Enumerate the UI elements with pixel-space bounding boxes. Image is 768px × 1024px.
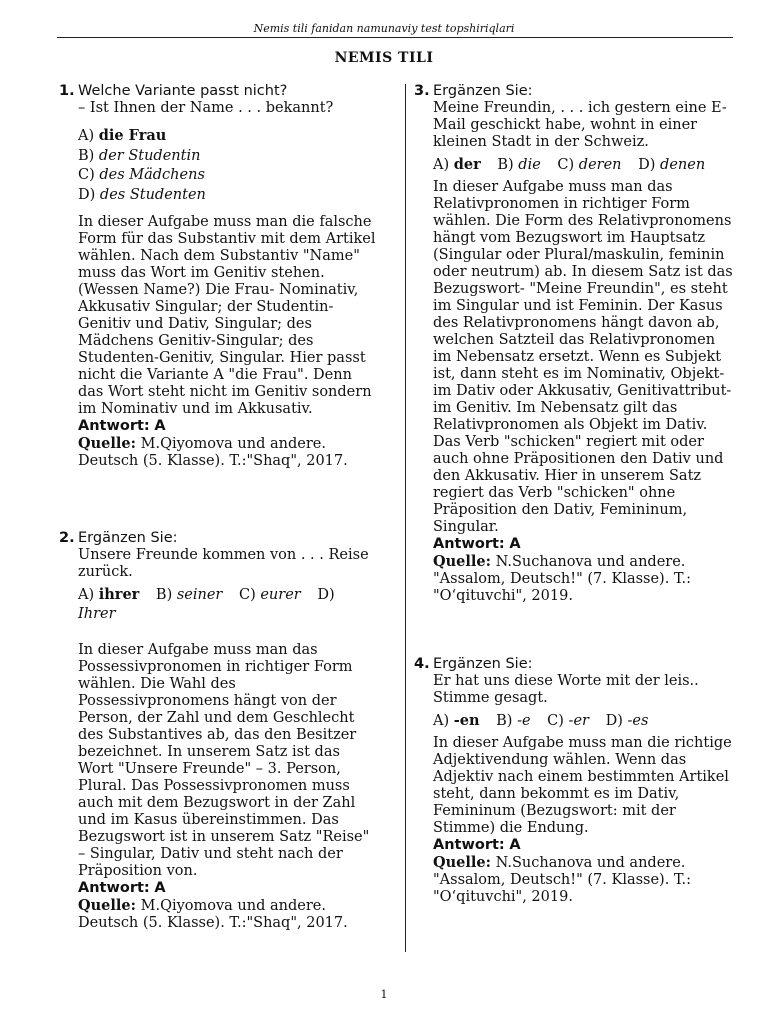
option-text: die Frau <box>98 127 167 144</box>
source-label: Quelle: <box>433 553 491 570</box>
option-b <box>496 713 530 729</box>
question-2 <box>59 530 378 932</box>
source-label: Quelle: <box>78 435 136 452</box>
answer-value: A <box>154 418 166 434</box>
question-prompt: Meine Freundin, . . . ich gestern eine E-Mail geschickt habe, wohnt in einer kleinen Stadt in der Schweiz. <box>433 100 727 150</box>
option-letter: B) <box>496 713 513 729</box>
answer-value: A <box>509 837 521 853</box>
option-letter: B) <box>155 587 173 603</box>
option-a <box>78 587 139 603</box>
question-number: 4. <box>414 656 430 672</box>
option-text: -es <box>627 713 649 729</box>
option-b <box>497 157 540 173</box>
option-text: der <box>453 156 481 173</box>
option-text: der Studentin <box>98 147 201 164</box>
explanation: In dieser Aufgabe muss man die falsche Form für das Substantiv mit dem Artikel wählen. Nach dem Substantiv "Name" muss das Wort im Genitiv stehen. (Wessen Name?) Die Frau- Nominativ, Akkusativ Singular; der Studentin-Genitiv und Dativ, Singular; des Mädchens Genitiv-Singular; des Studenten-Genitiv, Singular. Hier passt nicht die Variante A "die Frau". Denn das Wort steht nicht im Genitiv sondern im Nominativ und im Akkusativ. <box>78 214 376 417</box>
question-number: 2. <box>59 530 75 546</box>
option-c <box>547 713 589 729</box>
header-rule <box>57 37 733 38</box>
question-prompt: – Ist Ihnen der Name . . . bekannt? <box>78 100 334 116</box>
source-label: Quelle: <box>433 854 491 871</box>
source-line <box>433 553 733 605</box>
option-a <box>433 157 481 173</box>
answer-options <box>433 155 733 175</box>
source-line <box>78 897 378 932</box>
option-c <box>557 157 621 173</box>
option-letter: C) <box>238 587 256 603</box>
explanation: In dieser Aufgabe muss man die richtige Adjektivendung wählen. Wenn das Adjektiv nach einem bestimmten Artikel steht, dann bekommt es im Dativ, Femininum (Bezugswort: mit der Stimme) die Endung. <box>433 735 732 836</box>
answer-line <box>78 418 378 435</box>
option-text: -e <box>517 713 531 729</box>
column-divider <box>405 84 406 952</box>
option-text: Ihrer <box>78 606 116 622</box>
question-prompt: Er hat uns diese Worte mit der leis.. Stimme gesagt. <box>433 673 699 706</box>
answer-label: Antwort: <box>78 880 150 896</box>
option-letter: A) <box>433 157 450 173</box>
question-1 <box>59 83 378 470</box>
option-text: die <box>518 157 541 173</box>
option-letter: D) <box>605 713 623 729</box>
source-line <box>433 854 733 906</box>
question-4 <box>414 656 733 906</box>
question-number: 1. <box>59 83 75 99</box>
answer-options <box>78 126 378 205</box>
answer-label: Antwort: <box>433 536 505 552</box>
answer-value: A <box>154 880 166 896</box>
running-header: Nemis tili fanidan namunaviy test topshiriqlari <box>253 22 515 35</box>
source-label: Quelle: <box>78 897 136 914</box>
document-title: NEMIS TILI <box>334 50 434 66</box>
option-a <box>78 126 378 147</box>
option-letter: D) <box>78 186 96 203</box>
option-letter: A) <box>78 128 95 144</box>
answer-label: Antwort: <box>78 418 150 434</box>
question-heading: Ergänzen Sie: <box>78 530 178 546</box>
answer-line <box>78 880 378 897</box>
question-heading: Ergänzen Sie: <box>433 656 533 672</box>
source-text: M.Qiyomova und andere. Deutsch (5. Klasse). T.:"Shaq", 2017. <box>78 436 348 469</box>
option-text: eurer <box>260 587 301 603</box>
option-a <box>433 713 480 729</box>
option-text: des Mädchens <box>99 167 205 183</box>
option-text: ihrer <box>98 586 140 603</box>
option-d <box>606 713 649 729</box>
option-letter: C) <box>547 713 564 729</box>
option-letter: A) <box>78 587 95 603</box>
question-prompt: Unsere Freunde kommen von . . . Reise zurück. <box>78 547 369 580</box>
option-letter: D) <box>317 587 335 603</box>
explanation: In dieser Aufgabe muss man das Possessivpronomen in richtiger Form wählen. Die Wahl des Possessivpronomens hängt von der Person, der Zahl und dem Geschlecht des Substantives ab, das den Besitzer bezeichnet. In unserem Satz ist das Wort "Unsere Freunde" – 3. Person, Plural. Das Possessivpronomen muss auch mit dem Bezugswort in der Zahl und im Kasus übereinstimmen. Das Bezugswort ist in unserem Satz "Reise" – Singular, Dativ und steht nach der Präposition von. <box>78 642 370 879</box>
option-d <box>78 186 378 206</box>
option-c <box>78 166 378 186</box>
option-letter: A) <box>433 713 450 729</box>
option-text: denen <box>660 157 706 173</box>
option-text: deren <box>578 157 622 173</box>
source-text: N.Suchanova und andere. "Assalom, Deutsch!" (7. Klasse). T.: "O‘qituvchi", 2019. <box>433 855 691 905</box>
answer-label: Antwort: <box>433 837 505 853</box>
answer-value: A <box>509 536 521 552</box>
option-text: des Studenten <box>99 186 206 203</box>
option-text: -er <box>568 713 589 729</box>
source-text: N.Suchanova und andere. "Assalom, Deutsch!" (7. Klasse). T.: "O‘qituvchi", 2019. <box>433 554 691 604</box>
answer-options <box>78 585 378 624</box>
option-d <box>638 157 705 173</box>
answer-options <box>433 711 733 731</box>
option-text: -en <box>453 712 480 729</box>
option-letter: D) <box>638 157 656 173</box>
question-number: 3. <box>414 83 430 99</box>
option-b <box>78 147 378 167</box>
source-line <box>78 435 378 470</box>
question-3 <box>414 83 733 605</box>
answer-line <box>433 536 733 553</box>
question-heading: Welche Variante passt nicht? <box>78 83 288 99</box>
option-c <box>239 587 301 603</box>
option-letter: B) <box>497 157 514 173</box>
source-text: M.Qiyomova und andere. Deutsch (5. Klasse). T.:"Shaq", 2017. <box>78 898 348 931</box>
option-letter: B) <box>78 147 95 164</box>
explanation: In dieser Aufgabe muss man das Relativpronomen in richtiger Form wählen. Die Form des Relativpronomens hängt vom Bezugswort im Hauptsatz (Singular oder Plural/maskulin, feminin oder neutrum) ab. In diesem Satz ist das Bezugswort- "Meine Freundin", es steht im Singular und ist Feminin. Der Kasus des Relativpronomens hängt davon ab, welchen Satzteil das Relativpronomen im Nebensatz ersetzt. Wenn es Subjekt ist, dann steht es im Nominativ, Objekt-im Dativ oder Akkusativ, Genitivattribut-im Genitiv. Im Nebensatz gilt das Relativpronomen als Objekt im Dativ. Das Verb "schicken" regiert mit oder auch ohne Präpositionen den Dativ und den Akkusativ. Hier in unserem Satz regiert das Verb "schicken" ohne Präposition den Dativ, Femininum, Singular. <box>433 179 733 535</box>
page-number: 1 <box>380 988 388 1001</box>
option-b <box>156 587 222 603</box>
option-letter: C) <box>78 167 95 183</box>
answer-line <box>433 837 733 854</box>
question-heading: Ergänzen Sie: <box>433 83 533 99</box>
option-letter: C) <box>557 157 575 173</box>
option-text: seiner <box>176 587 223 603</box>
